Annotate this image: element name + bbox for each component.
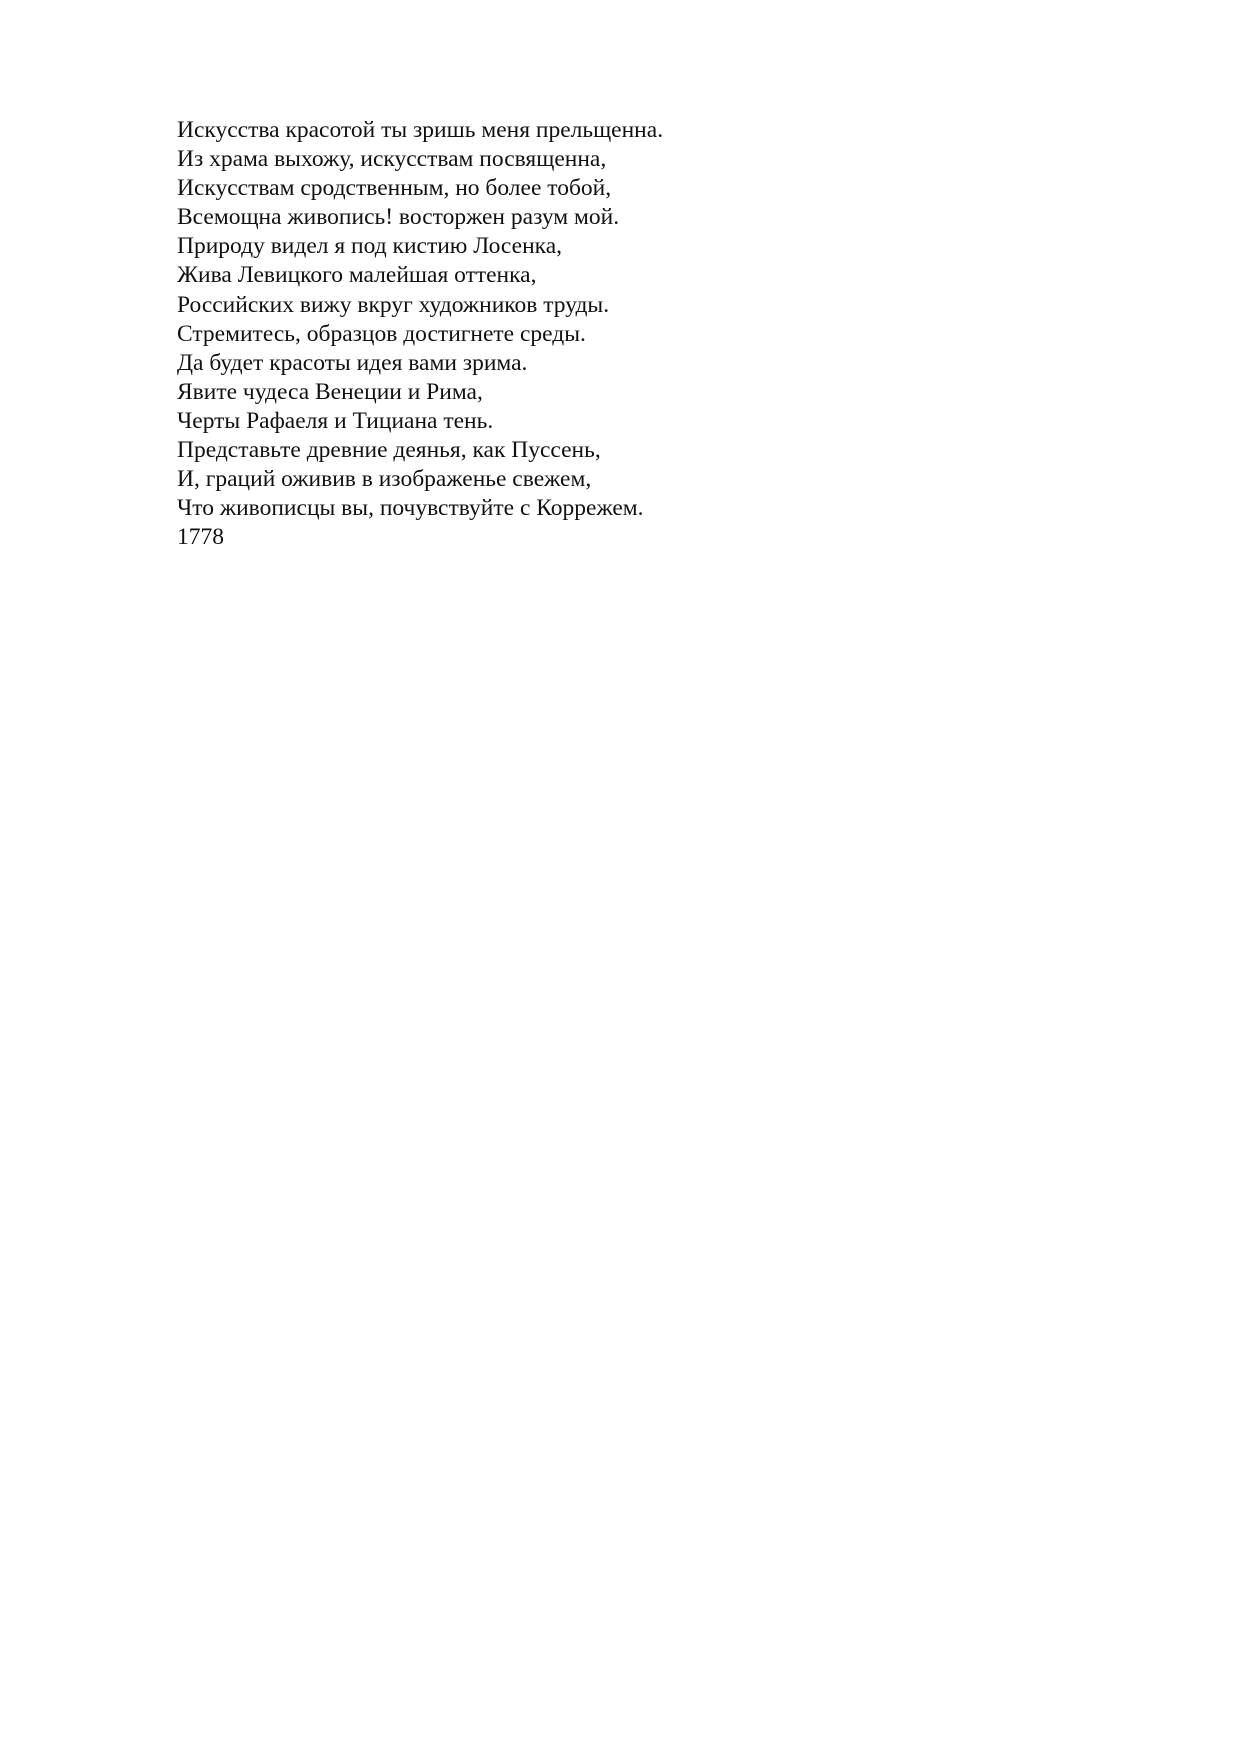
- poem-line: Черты Рафаеля и Тициана тень.: [177, 407, 494, 434]
- poem-line: И, граций оживив в изображенье свежем,: [177, 466, 592, 493]
- poem-line: Всемощна живопись! восторжен разум мой.: [177, 204, 620, 231]
- poem-line: Стремитесь, образцов достигнете среды.: [177, 320, 586, 347]
- poem-line: Явите чудеса Венеции и Рима,: [177, 378, 483, 405]
- poem-line: Представьте древние деянья, как Пуссень,: [177, 437, 601, 464]
- poem-line: Жива Левицкого малейшая оттенка,: [177, 262, 537, 289]
- poem-line: Искусства красотой ты зришь меня прельщенна.: [177, 117, 664, 143]
- poem-line: Из храма выхожу, искусствам посвященна,: [177, 146, 607, 173]
- poem-text: [177, 116, 663, 552]
- poem-line: Российских вижу вкруг художников труды.: [177, 291, 610, 318]
- poem-year: 1778: [177, 524, 224, 551]
- poem-line: Искусствам сродственным, но более тобой,: [177, 175, 612, 202]
- poem-line: Да будет красоты идея вами зрима.: [177, 349, 528, 376]
- poem-line: Что живописцы вы, почувствуйте с Коррежем.: [177, 495, 644, 522]
- poem-line: Природу видел я под кистию Лосенка,: [177, 233, 563, 260]
